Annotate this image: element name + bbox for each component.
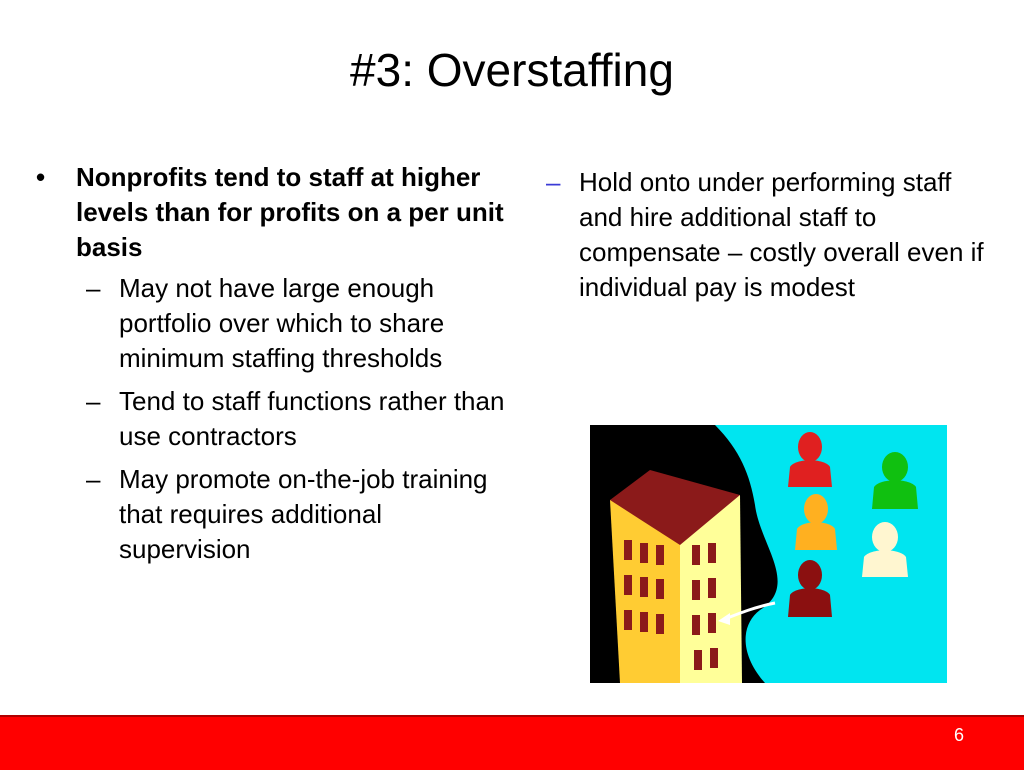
right-content	[546, 165, 986, 313]
sub-bullet	[86, 462, 506, 567]
dash-icon: –	[86, 464, 101, 494]
dash-icon: –	[546, 167, 561, 197]
slide-title: #3: Overstaffing	[350, 44, 674, 96]
sub-bullet-text: Tend to staff functions rather than use contractors	[119, 386, 505, 451]
dash-icon: –	[86, 273, 101, 303]
footer-bar	[0, 715, 1024, 770]
sub-bullet-text: May not have large enough portfolio over which to share minimum staffing thresholds	[119, 273, 445, 373]
sub-bullet-list	[86, 271, 506, 567]
building-with-people-clipart	[590, 425, 947, 683]
right-bullet-text: Hold onto under performing staff and hire additional staff to compensate – costly overall even if individual pay is modest	[579, 167, 984, 302]
right-sub-bullet	[546, 165, 986, 305]
sub-bullet	[86, 271, 506, 376]
bullet-icon: •	[36, 162, 46, 192]
sub-bullet	[86, 384, 506, 454]
dash-icon: –	[86, 386, 101, 416]
main-bullet-text: Nonprofits tend to staff at higher levels than for profits on a per unit basis	[76, 162, 504, 262]
left-content	[36, 160, 506, 575]
sub-bullet-text: May promote on-the-job training that requires additional supervision	[119, 464, 488, 564]
page-number: 6	[953, 725, 964, 745]
main-bullet	[36, 160, 506, 265]
